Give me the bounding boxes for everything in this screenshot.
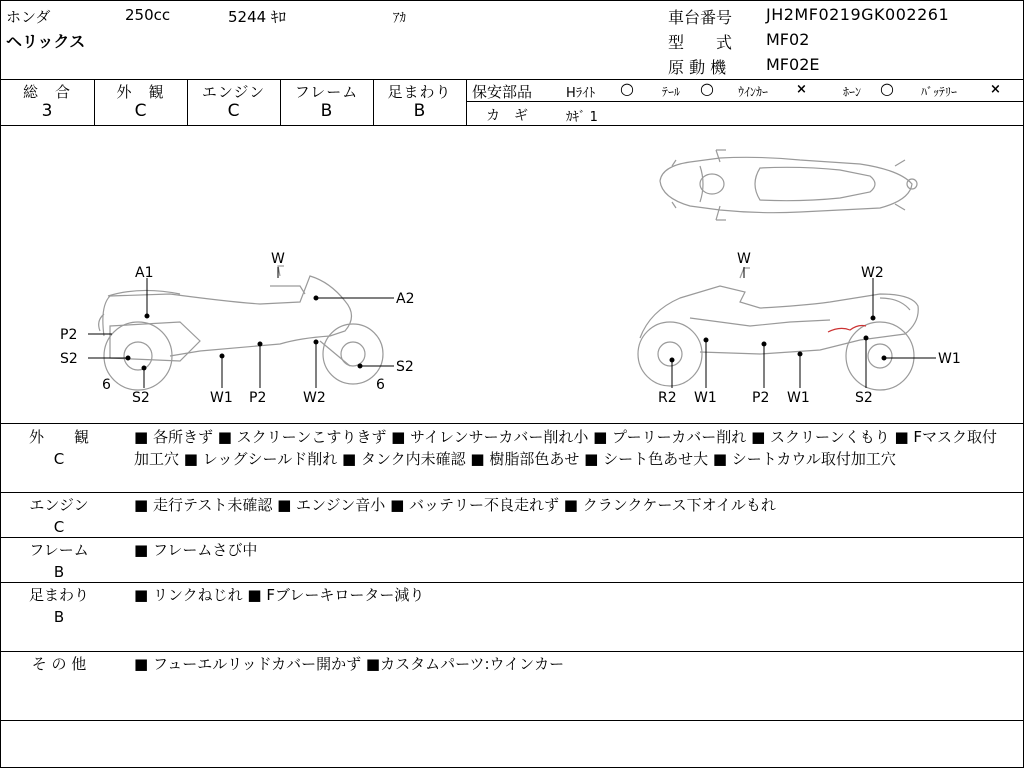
diagram-label-s2-left: S2: [60, 351, 78, 367]
divider: [0, 492, 1024, 493]
battery-label: ﾊﾞｯﾃﾘｰ: [921, 85, 958, 99]
key-label: カ ギ: [486, 108, 528, 124]
suspension-notes: ■ リンクねじれ ■ Fブレーキローター減り: [134, 586, 425, 604]
divider: [0, 79, 1024, 80]
damage-diagram: [0, 126, 1024, 423]
diagram-label-w1-rear: W1: [938, 351, 961, 367]
divider: [0, 423, 1024, 424]
engine-grade: C: [227, 101, 240, 121]
exterior-notes: ■ 各所きず ■ スクリーンこすりきず ■ サイレンサーカバー削れ小 ■ プーリーカバー削れ ■ スクリーンくもり ■ Fマスク取付加工穴 ■ レッグシールド削れ ■ タンク内未確認 ■ 樹脂部色あせ ■ シート色あせ大 ■ シートカウル取付加工穴: [134, 428, 998, 468]
scooter-left-view: [99, 266, 383, 390]
engine-section-grade: C: [53, 518, 65, 536]
frame-section-grade: B: [53, 563, 65, 581]
diagram-label-p2-bottom: P2: [249, 390, 267, 406]
frame-no-label: 車台番号: [668, 8, 733, 27]
scooter-right-view: [638, 268, 918, 390]
diagram-label-w1-front: W1: [694, 390, 717, 406]
other-section-label: そ の 他: [31, 655, 87, 673]
engine-value: MF02E: [766, 55, 820, 74]
diagram-label-a2: A2: [396, 291, 415, 307]
diagram-label-w-left: W: [271, 251, 285, 267]
frame-section-label: フレーム: [29, 541, 89, 559]
horn-label: ﾎｰﾝ: [843, 85, 862, 99]
horn-mark: ○: [880, 79, 894, 98]
diagram-label-s2-bottom: S2: [132, 390, 150, 406]
frame-no: JH2MF0219GK002261: [766, 5, 950, 24]
exterior-section-grade: C: [53, 450, 65, 468]
overall-grade: 3: [41, 101, 53, 121]
divider: [466, 79, 467, 125]
divider: [0, 582, 1024, 583]
diagram-label-6-rear: 6: [376, 377, 385, 393]
divider: [0, 537, 1024, 538]
mileage: 5244 ｷﾛ: [228, 8, 286, 26]
type-value: MF02: [766, 30, 810, 49]
divider: [466, 101, 1024, 102]
winker-label: ｳｲﾝｶｰ: [738, 85, 769, 99]
maker: ホンダ: [6, 8, 51, 26]
safety-label: 保安部品: [472, 83, 533, 101]
battery-mark: ×: [990, 82, 1001, 97]
winker-mark: ×: [796, 82, 807, 97]
diagram-label-w-right: W: [737, 251, 751, 267]
diagram-label-p2-left: P2: [60, 327, 78, 343]
suspension-section-label: 足まわり: [28, 586, 89, 604]
diagram-label-s2-right: S2: [855, 390, 873, 406]
scooter-top-view: [660, 150, 917, 220]
other-notes: ■ フューエルリッドカバー開かず ■カスタムパーツ:ウインカー: [134, 655, 565, 673]
diagram-label-w2-left: W2: [303, 390, 326, 406]
type-label: 型 式: [668, 33, 733, 52]
overall-label: 総 合: [22, 83, 71, 101]
exterior-section-label: 外 観: [28, 428, 89, 446]
key-value: ｶｷﾞ 1: [566, 110, 598, 125]
diagram-label-w1-left: W1: [210, 390, 233, 406]
engine-notes: ■ 走行テスト未確認 ■ エンジン音小 ■ バッテリー不良走れず ■ クランクケース下オイルもれ: [134, 496, 776, 514]
suspension-section-grade: B: [53, 608, 65, 626]
engine-label: 原 動 機: [668, 58, 727, 77]
suspension-grade-label: 足まわり: [387, 83, 452, 101]
frame-grade-label: フレーム: [294, 83, 359, 101]
diagram-label-p2-right: P2: [752, 390, 770, 406]
diagram-label-w1-mid: W1: [787, 390, 810, 406]
divider: [0, 651, 1024, 652]
diagram-label-a1: A1: [135, 265, 154, 281]
engine-grade-label: エンジン: [201, 83, 266, 101]
exterior-label: 外 観: [116, 83, 165, 101]
diagram-label-s2-right-wheel: S2: [396, 359, 414, 375]
displacement: 250cc: [125, 6, 171, 24]
suspension-grade: B: [413, 101, 426, 121]
diagram-label-r2: R2: [658, 390, 677, 406]
tail-mark: ○: [700, 79, 714, 98]
tail-label: ﾃｰﾙ: [662, 85, 681, 99]
headlight-mark: ○: [620, 79, 634, 98]
color: ｱｶ: [393, 11, 406, 26]
diagram-label-w2-right: W2: [861, 265, 884, 281]
frame-grade: B: [320, 101, 333, 121]
divider: [0, 720, 1024, 721]
diagram-label-6-front: 6: [102, 377, 111, 393]
engine-section-label: エンジン: [29, 496, 89, 514]
frame-notes: ■ フレームさび中: [134, 541, 258, 559]
headlight-label: Hﾗｲﾄ: [566, 86, 596, 101]
exterior-grade: C: [134, 101, 147, 121]
model-name: ヘリックス: [6, 32, 86, 51]
